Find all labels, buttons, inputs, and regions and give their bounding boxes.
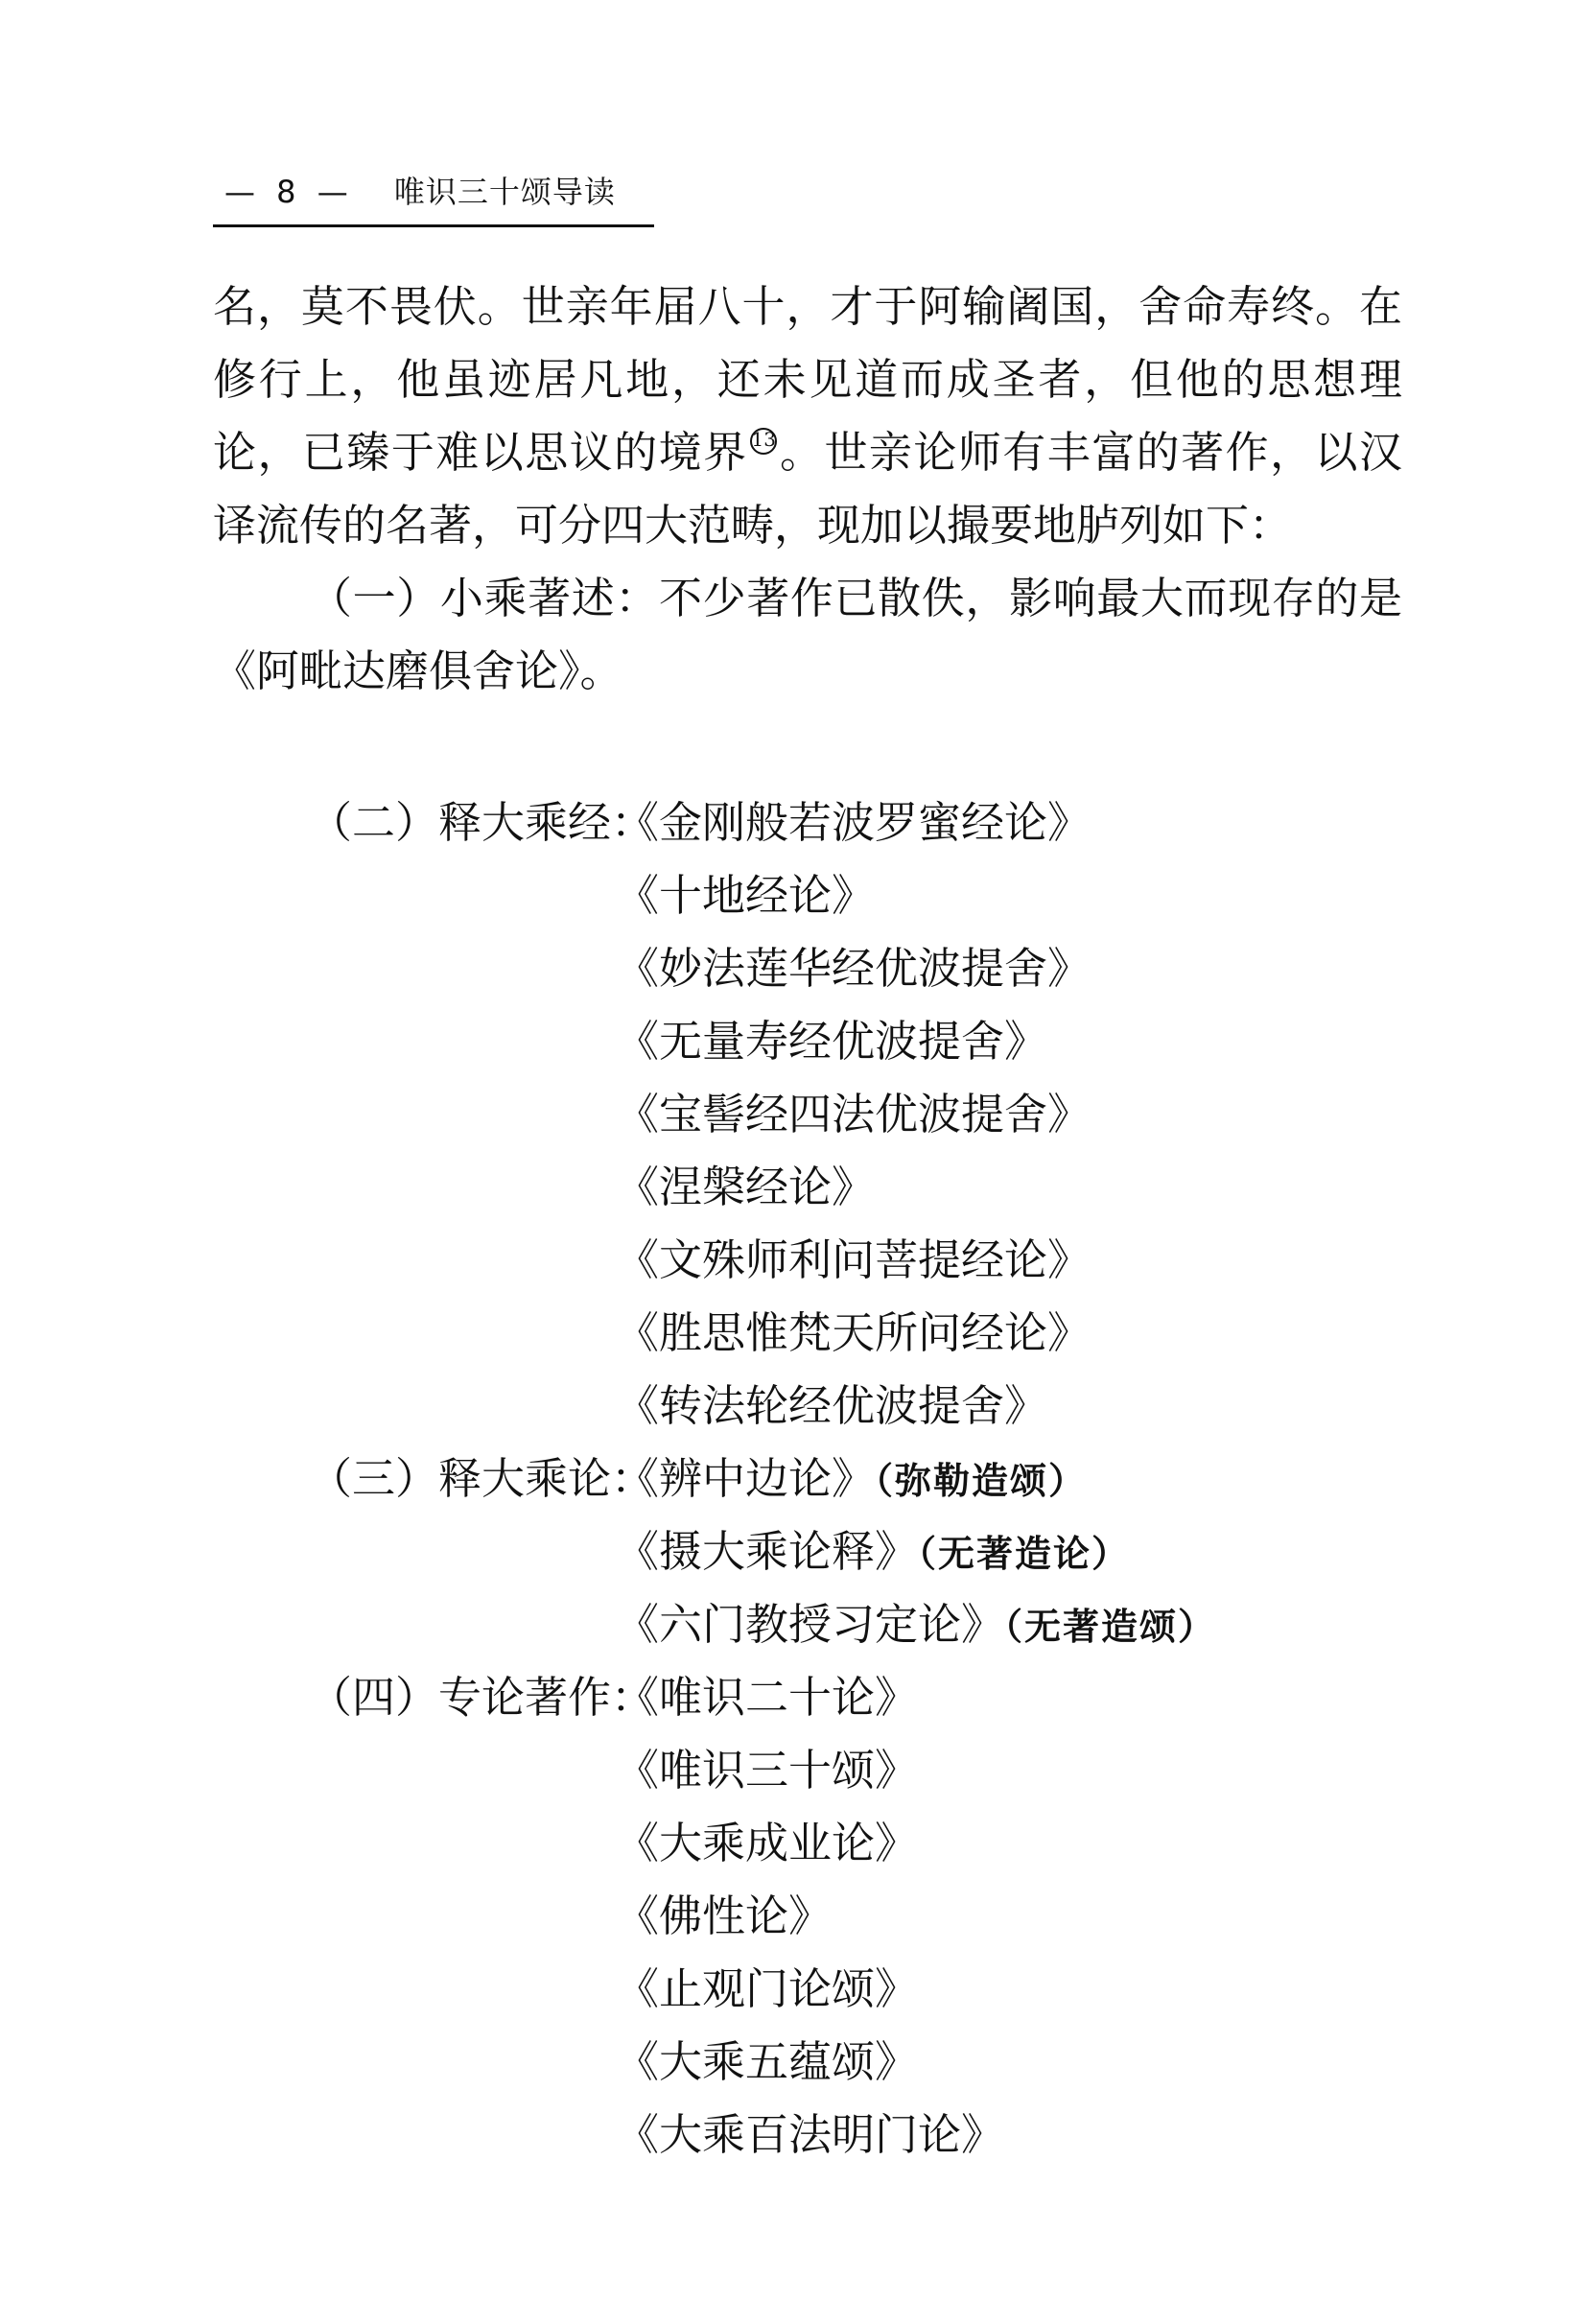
catalog-row: [213, 1443, 1402, 1515]
catalog-row: [213, 787, 1402, 859]
catalog-row: [213, 1880, 1402, 1953]
catalog-row: [213, 1224, 1402, 1297]
paragraph-1-text-a: 名，莫不畏伏。世亲年届八十，才于阿输阇国，舍命寿终。在修行上，他虽迹居凡地，还未见道而成圣者，但他的思想理论，已臻于难以思议的境界: [213, 281, 1402, 478]
work-title: 《摄大乘论释》: [616, 1526, 919, 1577]
header-dash-right: —: [317, 174, 348, 210]
group-label-3: （三）释大乘论：: [309, 1453, 655, 1504]
page-number: 8: [276, 174, 296, 210]
catalog-row: [213, 1807, 1402, 1880]
author-note: （弥勒造颂）: [875, 1460, 1088, 1502]
catalog-row: [213, 1370, 1402, 1443]
paragraph-2: （一）小乘著述：不少著作已散佚，影响最大而现存的是《阿毗达磨俱舍论》。: [213, 573, 1402, 696]
paragraph-1: [213, 270, 1402, 562]
work-title: 《转法轮经优波提舍》: [616, 1380, 1048, 1431]
catalog-row: [213, 1297, 1402, 1370]
work-title: 《文殊师利问菩提经论》: [616, 1234, 1091, 1285]
body-text: [213, 270, 1402, 708]
catalog-row: [213, 1734, 1402, 1807]
catalog-row: [213, 1661, 1402, 1734]
catalog-row: [213, 1151, 1402, 1224]
catalog-row: [213, 1005, 1402, 1078]
work-title: 《辨中边论》: [616, 1453, 876, 1504]
catalog-row: [213, 1078, 1402, 1151]
group-label-2: （二）释大乘经：: [309, 797, 655, 848]
work-title: 《大乘百法明门论》: [616, 2109, 1005, 2160]
author-note: （无著造论）: [918, 1533, 1131, 1575]
work-title: 《胜思惟梵天所问经论》: [616, 1307, 1091, 1358]
work-title: 《六门教授习定论》: [616, 1599, 1005, 1650]
works-catalog: [213, 787, 1402, 2172]
header-dash-left: —: [224, 174, 255, 210]
work-title: 《佛性论》: [616, 1890, 833, 1941]
work-title: 《大乘五蕴颂》: [616, 2036, 919, 2087]
work-title: 《唯识二十论》: [616, 1672, 919, 1723]
running-header: [213, 173, 654, 227]
catalog-row: [213, 2099, 1402, 2172]
work-title: 《十地经论》: [616, 870, 876, 921]
work-title: 《涅槃经论》: [616, 1162, 876, 1212]
author-note: （无著造颂）: [1004, 1606, 1217, 1648]
work-title: 《金刚般若波罗蜜经论》: [616, 797, 1091, 848]
work-title: 《妙法莲华经优波提舍》: [616, 943, 1091, 994]
work-title: 《无量寿经优波提舍》: [616, 1016, 1048, 1067]
footnote-marker[interactable]: 13: [750, 428, 777, 455]
work-title: 《止观门论颂》: [616, 1963, 919, 2014]
work-title: 《宝髻经四法优波提舍》: [616, 1089, 1091, 1139]
catalog-row: [213, 1515, 1402, 1588]
catalog-row: [213, 1953, 1402, 2026]
work-title: 《唯识三十颂》: [616, 1745, 919, 1796]
book-title: 唯识三十颂导读: [393, 174, 616, 210]
group-label-4: （四）专论著作：: [309, 1672, 655, 1723]
paragraph-1-text-b: 。世亲论师有丰富的著作，以汉译流传的名著，可分四大范畴，现加以撮要地胪列如下：: [213, 427, 1402, 551]
catalog-row: [213, 1588, 1402, 1661]
catalog-row: [213, 932, 1402, 1005]
catalog-row: [213, 2026, 1402, 2099]
catalog-row: [213, 859, 1402, 932]
work-title: 《大乘成业论》: [616, 1818, 919, 1868]
